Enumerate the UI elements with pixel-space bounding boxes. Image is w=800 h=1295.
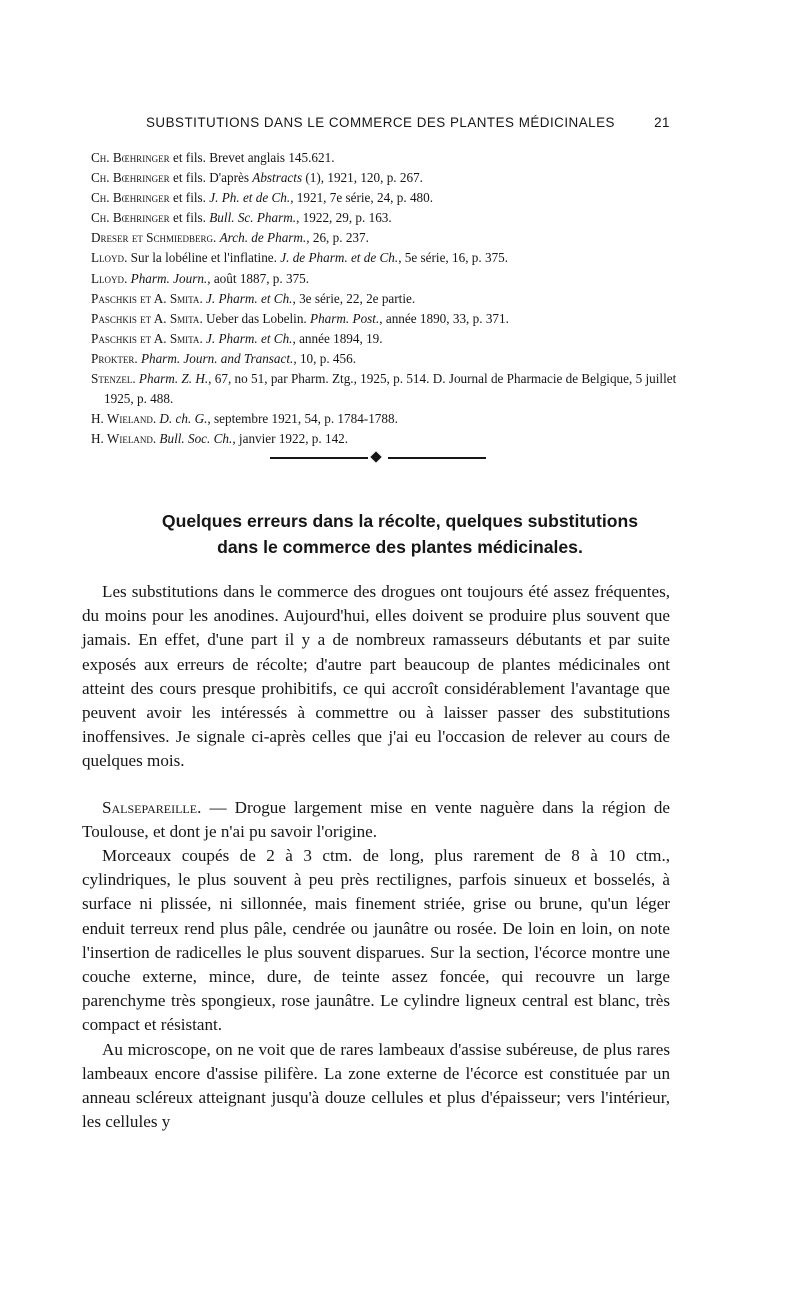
ref-details: , 26, p. 237. bbox=[306, 230, 369, 246]
ref-author: Paschkis et A. Smita bbox=[91, 330, 200, 346]
ref-source: J. Pharm. et Ch. bbox=[206, 290, 293, 306]
ref-author: Ch. Bœhringer bbox=[91, 190, 170, 206]
ref-details: , 3e série, 22, 2e partie. bbox=[292, 290, 416, 306]
section-title-line-2: dans le commerce des plantes médicinales. bbox=[217, 537, 583, 557]
ref-details: , août 1887, p. 375. bbox=[207, 270, 310, 286]
paragraph-intro: Les substitutions dans le commerce des drogues ont toujours été assez fréquentes, du moins pour les anodines. Aujourd'hui, elles doivent se produire plus souvent que jamais. En effet, d'une part il y a de nombreux ramasseurs débutants et par suite exposés aux erreurs de récolte; d'autre part beaucoup de plantes médicinales ont atteint des cours presque prohibitifs, ce qui accroît considérablement l'avantage que peuvent avoir les intéressés à commettre ou à laisser passer des substitutions inoffensives. Je signale ci-après celles que j'ai eu l'occasion de relever au cours de quelques mois. bbox=[82, 582, 670, 771]
ref-text: . bbox=[199, 290, 207, 306]
ref-details: , 1922, 29, p. 163. bbox=[296, 210, 392, 226]
ref-author: Lloyd bbox=[91, 270, 125, 286]
ref-source: Pharm. Z. H. bbox=[138, 371, 209, 387]
reference-entry bbox=[82, 369, 682, 409]
section-title bbox=[82, 508, 718, 560]
ref-details: , septembre 1921, 54, p. 1784-1788. bbox=[207, 411, 398, 427]
ref-source: J. Ph. et de Ch. bbox=[209, 190, 291, 206]
paragraph-salsepareille bbox=[82, 796, 670, 844]
divider-rule-right bbox=[388, 457, 486, 459]
ref-author: Prokter bbox=[91, 350, 135, 366]
ref-text: . bbox=[152, 411, 160, 427]
ref-text: . bbox=[132, 371, 139, 387]
section-divider-ornament bbox=[270, 452, 486, 464]
reference-entry bbox=[82, 208, 682, 228]
reference-entry bbox=[82, 269, 682, 289]
ref-author: Stenzel bbox=[91, 371, 133, 387]
reference-entry bbox=[82, 148, 682, 168]
section-title-line-1: Quelques erreurs dans la récolte, quelques substitutions bbox=[161, 511, 639, 531]
ref-text: et fils. bbox=[169, 210, 210, 226]
ref-source: J. de Pharm. et de Ch. bbox=[280, 250, 399, 266]
ref-author: Paschkis et A. Smita bbox=[91, 290, 200, 306]
reference-entry bbox=[82, 188, 682, 208]
running-title: SUBSTITUTIONS DANS LE COMMERCE DES PLANTES MÉDICINALES bbox=[146, 115, 615, 130]
reference-entry bbox=[82, 289, 682, 309]
ref-details: , année 1894, 19. bbox=[292, 330, 383, 346]
ref-text: et fils. bbox=[169, 190, 210, 206]
divider-rule-left bbox=[270, 457, 368, 459]
reference-entry bbox=[82, 309, 682, 329]
reference-entry bbox=[82, 429, 682, 449]
ref-text: . bbox=[152, 431, 160, 447]
ref-details: , 67, no 51, par Pharm. Ztg., 1925, p. 514. D. Journal de Pharmacie de Belgique, 5 juillet 1925, p. 488. bbox=[104, 371, 677, 407]
ref-author: Dreser et Schmiedberg bbox=[91, 230, 213, 246]
reference-entry bbox=[82, 168, 682, 188]
page-number: 21 bbox=[654, 115, 670, 130]
ref-text: . bbox=[212, 230, 220, 246]
ref-details: (1), 1921, 120, p. 267. bbox=[302, 170, 423, 186]
ref-details: , 5e série, 16, p. 375. bbox=[398, 250, 509, 266]
reference-entry bbox=[82, 409, 682, 429]
ref-author: H. Wieland bbox=[91, 411, 153, 427]
ref-source: Bull. Sc. Pharm. bbox=[209, 210, 297, 226]
ref-text: . Sur la lobéline et l'inflatine. bbox=[124, 250, 281, 266]
ref-source: D. ch. G. bbox=[159, 411, 208, 427]
ref-author: Paschkis et A. Smita bbox=[91, 310, 200, 326]
ref-source: J. Pharm. et Ch. bbox=[206, 330, 293, 346]
ref-details: , janvier 1922, p. 142. bbox=[232, 431, 349, 447]
ref-details: , 1921, 7e série, 24, p. 480. bbox=[290, 190, 434, 206]
ref-text: . bbox=[134, 350, 141, 366]
reference-entry bbox=[82, 329, 682, 349]
paragraph-microscopy: Au microscope, on ne voit que de rares lambeaux d'assise subéreuse, de plus rares lambeaux encore d'assise pilifère. La zone externe de l'écorce est constituée par un anneau scléreux atteignant jusqu'à douze cellules et plus d'épaisseur; vers l'intérieur, les cellules y bbox=[82, 1039, 670, 1132]
reference-entry bbox=[82, 228, 682, 248]
ref-source: Pharm. Journ. bbox=[130, 270, 208, 286]
article-body bbox=[82, 580, 670, 1134]
reference-entry bbox=[82, 248, 682, 268]
bibliography-list bbox=[82, 148, 682, 449]
ref-author: Ch. Bœhringer bbox=[91, 150, 170, 165]
ref-source: Pharm. Journ. and Transact. bbox=[140, 350, 294, 366]
ref-source: Arch. de Pharm. bbox=[219, 230, 307, 246]
diamond-icon bbox=[370, 451, 381, 462]
ref-text: et fils. Brevet anglais 145.621. bbox=[169, 150, 335, 165]
ref-text: . Ueber das Lobelin. bbox=[199, 310, 311, 326]
ref-source: Bull. Soc. Ch. bbox=[159, 431, 233, 447]
reference-entry bbox=[82, 349, 682, 369]
entry-heading: Salsepareille. bbox=[102, 797, 202, 817]
ref-author: H. Wieland bbox=[91, 431, 153, 447]
ref-author: Lloyd bbox=[91, 250, 125, 266]
ref-text: et fils. D'après bbox=[169, 170, 253, 186]
ref-text: . bbox=[199, 330, 207, 346]
ref-source: Abstracts bbox=[252, 170, 303, 186]
ref-details: , année 1890, 33, p. 371. bbox=[379, 310, 509, 326]
ref-text: . bbox=[124, 270, 131, 286]
paragraph-description: Morceaux coupés de 2 à 3 ctm. de long, plus rarement de 8 à 10 ctm., cylindriques, le plus souvent à peu près rectilignes, parfois sinueux et bosselés, à surface ni plissée, ni sillonnée, mais finement striée, grise ou brune, qu'un léger enduit terreux rend plus pâle, cendrée ou jaunâtre ou rosée. De loin en loin, on note l'insertion de radicelles le plus souvent disparues. Sur la section, l'écorce montre une couche externe, mince, dure, de teinte assez foncée, qui recouvre un large parenchyme très spongieux, rose jaunâtre. Le cylindre ligneux central est blanc, très compact et résistant. bbox=[82, 846, 670, 1035]
ref-source: Pharm. Post. bbox=[310, 310, 380, 326]
entry-text: — Drogue largement mise en vente naguère dans la région de Toulouse, et dont je n'ai pu savoir l'origine. bbox=[82, 797, 670, 841]
ref-author: Ch. Bœhringer bbox=[91, 170, 170, 186]
ref-details: , 10, p. 456. bbox=[293, 350, 356, 366]
ref-author: Ch. Bœhringer bbox=[91, 210, 170, 226]
